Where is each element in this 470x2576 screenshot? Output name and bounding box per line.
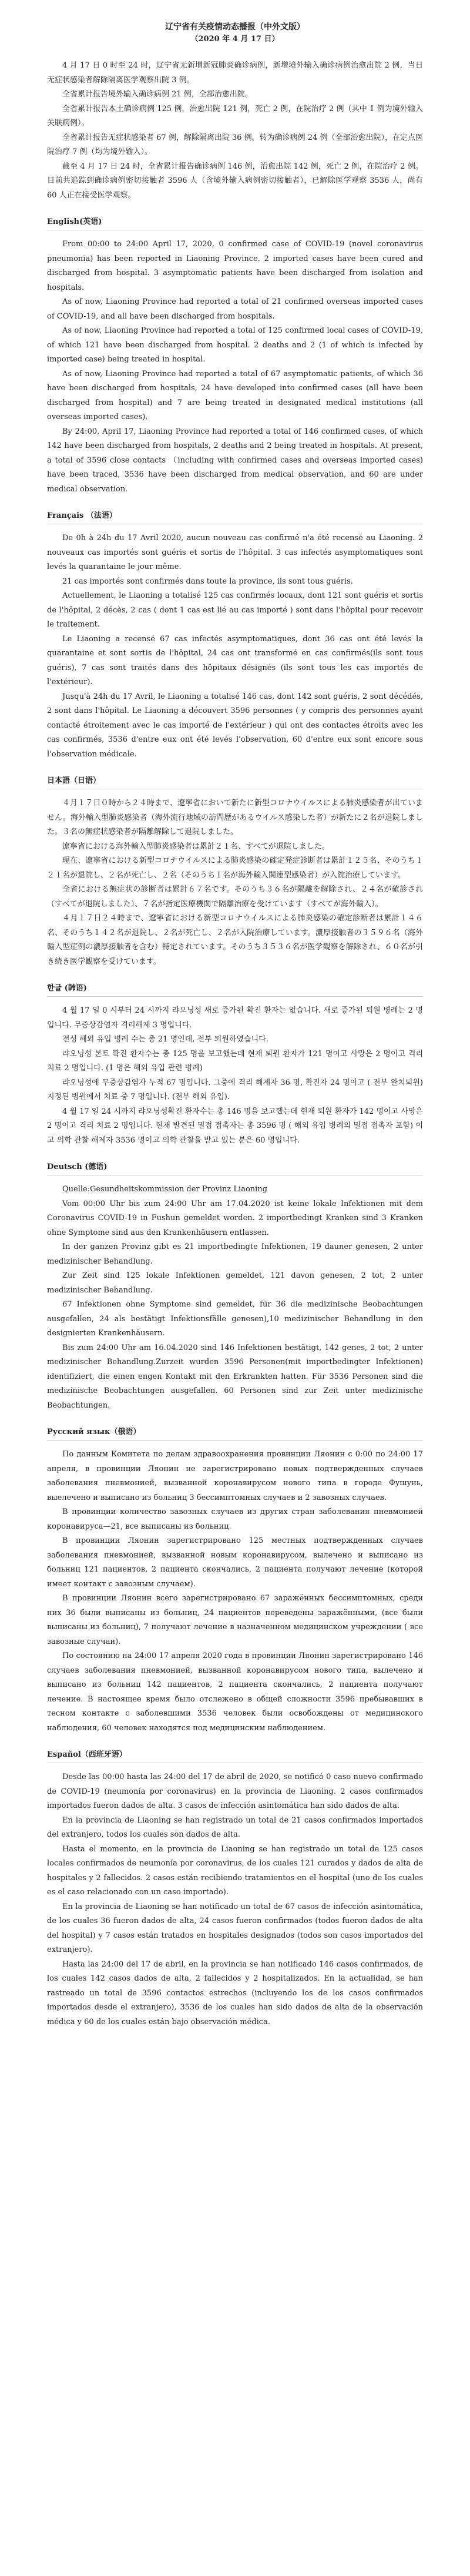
paragraph: 4 月 17 日 0 时至 24 时，辽宁省无新增新冠肺炎确诊病例，新增境外输入确诊病例治愈出院 2 例，当日无症状感染者解除隔离医学观察出院 3 例。 bbox=[47, 61, 423, 85]
paragraph: 遼寧省における海外輸入型肺炎感染者は累計２１名、すべてが退院しました。 bbox=[62, 842, 330, 851]
section-heading: 한글 (韩语) bbox=[47, 984, 87, 993]
language-section bbox=[47, 983, 423, 1148]
paragraph: 現在、遼寧省における新型コロナウイルスによる肺炎感染の確定発症診断者は累計１２５名、そのうち１２１名が退院し、２名が死亡し、２名（そのうち１名が海外輸入関連型感染者）が入院治療しています。 bbox=[47, 856, 423, 880]
document-date: （2020 年 4 月 17 日） bbox=[190, 35, 280, 43]
paragraph: Quelle:Gesundheitskommission der Provinz Liaoning bbox=[62, 1185, 267, 1194]
paragraph: Le Liaoning a recensé 67 cas infectés asymptomatiques, dont 36 cas ont été levés la quarantaine et sont sortis de l'hôpital, 24 cas ont transformé en cas confirmés(ils sont tous guéris), 7 cas sont traités dans des hôpitaux désignés (ils sont tous les cas importés de l'extérieur). bbox=[47, 634, 423, 686]
paragraph: Hasta las 24:00 del 17 de abril, en la provincia se han notificado 146 casos confirmados, de los cuales 142 casos dados de alta, 2 fallecidos y 2 hospitalizados. En la actualidad, se han rastreado un total de 3596 contactos estrechos (incluyendo los de los casos confirmados importados desde el extranjero), 3536 de los cuales han sido dados de alta de la observación médica y 60 de los cuales están bajo observación médica. bbox=[47, 1959, 423, 2026]
paragraph: En la provincia de Liaoning se han registrado un total de 21 casos confirmados importados del extranjero, todos los cuales son dados de alta. bbox=[47, 1815, 423, 1839]
section-heading: 日本語（日语） bbox=[47, 776, 101, 785]
paragraph: As of now, Liaoning Province had reported a total of 125 confirmed local cases of COVID-19, of which 121 have been discharged from hospital. 2 deaths and 2 (1 of which is infected by imported case) being treated in hospital. bbox=[47, 326, 423, 364]
paragraph: As of now, Liaoning Province had reported a total of 67 asymptomatic patients, of which 36 have been discharged from hospitals, 24 have developed into confirmed cases (all have been discharged from hospital) and 7 are being treated in designated medical institutions (all overseas imported cases). bbox=[47, 369, 423, 421]
paragraph: ４月１７日０時から２４時まで、遼寧省において新たに新型コロナウイルスによる肺炎感染者が出ていません。海外輸入型肺炎感染者（海外流行地域の訪問歴があるウイルス感染した者）が新たに２名が退院しました。３名の無症状感染者が隔離解除して退院しました。 bbox=[47, 799, 423, 836]
paragraph: Vom 00:00 Uhr bis zum 24:00 Uhr am 17.04.2020 ist keine lokale Infektionen mit dem Coronavirus COVID-19 in Fushun gemeldet worden. 2 importbedingt Kranken sind 3 Kranken ohne Symptome sind aus den Krankenhäusern entlassen. bbox=[47, 1199, 423, 1237]
sections-container bbox=[47, 59, 423, 2029]
paragraph: 截至 4 月 17 日 24 时，全省累计报告确诊病例 146 例，治愈出院 142 例，死亡 2 例，在院治疗 2 例。目前共追踪到确诊病例密切接触者 3596 人（含境外输入病例密切接触者），已解除医学观察 3536 人，尚有 60 人正在接受医学观察。 bbox=[47, 162, 423, 200]
paragraph: ４月１７日２４時まで、遼寧省における新型コロナウイルスによる肺炎感染の確定診断者は累計１４６名、そのうち１４２名が退院し、２名が死亡し、２名が入院治療しています。濃厚接触者の３５９６名（海外輸入型症例の濃厚接触者を含む）特定されています。そのうち３５３６名が医学観察を解除され、６０名が引き続き医学観察を受けています。 bbox=[47, 914, 423, 966]
paragraph: В провинции Ляонин зарегистрировано 125 местных подтвержденных случаев заболевания пневмонией, вызванной новым коронавирусом, вылечено и выписано из больниц 121 пациентов, 2 пациента скончались, 2 пациента получают лечение (которой имеет контакт с завозным случаем). bbox=[47, 1536, 423, 1589]
paragraph: По состоянию на 24:00 17 апреля 2020 года в провинции Ляонин зарегистрировано 146 случаев заболевания пневмонией, вызванной коронавирусом нового типа, вылечено и выписано из больниц 142 пациентов, 2 пациента скончались, 2 пациента получают лечение. В настоящее время было отслежено в общей сложности 3596 пребывавших в тесном контакте с заболевшими 3536 человек были освобождены от медицинского наблюдения, 60 человек находятся под медицинским наблюдением. bbox=[47, 1652, 423, 1733]
section-heading: Español（西班牙语） bbox=[47, 1750, 127, 1759]
paragraph: En la provincia de Liaoning se han notificado un total de 67 casos de infección asintomática, de los cuales 36 fueron dados de alta, 24 casos fueron confirmados (todos fueron dados de alta del hospital) y 7 casos están tratados en hospitales designados (todos son casos importados del extranjero). bbox=[47, 1902, 423, 1954]
paragraph: 랴오닝성에 무증상감염자 누적 67 명입니다. 그중에 격리 해제자 36 명, 확진자 24 명이고 ( 전부 완치퇴원) 지정된 병원에서 치료 중 7 명입니다. (전부 해외 유입). bbox=[47, 1078, 423, 1101]
section-heading: English(英语) bbox=[47, 217, 102, 226]
language-section bbox=[47, 1750, 423, 2029]
paragraph: В провинции Ляонин всего зарегистрировано 67 заражённых бессимптомных, среди них 36 были выписаны из больниц, 24 пациентов переведены заражёнными, (все были выписаны из больниц), 7 получают лечение в назначенном медицинском учреждении ( все завозные случаи). bbox=[47, 1594, 423, 1646]
paragraph: В провинции количество завозных случаев из других стран заболевания пневмонией коронавируса—21, все выписаны из больниц. bbox=[47, 1508, 423, 1531]
paragraph: From 00:00 to 24:00 April 17, 2020, 0 confirmed case of COVID-19 (novel coronavirus pneumonia) has been reported in Liaoning Province. 2 imported cases have been cured and discharged from hospital. 3 asymptomatic patients have been discharged from isolation and hospitals. bbox=[47, 240, 423, 292]
paragraph: 4 월 17 일 0 시부터 24 시까지 랴오닝성 새로 증가된 확진 환자는 없습니다. 새로 증가된 퇴원 병례는 2 명입니다. 무증상감염자 격리해제 3 명입니다. bbox=[47, 1006, 423, 1030]
paragraph: Jusqu'à 24h du 17 Avril, le Liaoning a totalisé 146 cas, dont 142 sont guéris, 2 sont décédés, 2 sont dans l'hôpital. Le Liaoning a découvert 3596 personnes ( y compris des personnes ayant contacté étroitement avec le cas importé de l'extérieur ) qui ont des contactes étroits avec les cas confirmés, 3536 d'entre eux ont été levés l'observation, 60 d'entre eux sont encore sous l'observation médicale. bbox=[47, 692, 423, 759]
paragraph: As of now, Liaoning Province had reported a total of 21 confirmed overseas imported cases of COVID-19, and all have been discharged from hospitals. bbox=[47, 297, 423, 321]
paragraph: 4 월 17 일 24 시까지 랴오닝성확진 환자수는 총 146 명을 보고했는데 현재 퇴원 환자가 142 명이고 사망은 2 명이고 격리 치료 2 명입니다. 현재 발견된 밀접 접촉자는 총 3596 명 ( 해외 유입 병례의 밀접 접촉자 포함) 이고 의학 관찰 해제자 3536 명이고 의학 관찰을 받고 있는 분은 60 명입니다. bbox=[47, 1107, 423, 1145]
section-divider bbox=[47, 1440, 423, 1441]
paragraph: Hasta el momento, en la provincia de Liaoning se han registrado un total de 125 casos locales confirmados de neumonía por coronavirus, de los cuales 121 curados y dados de alta de hospitales y 2 fallecidos. 2 casos están recibiendo tratamientos en el hospital (uno de los cuales es el caso relacionado con un caso importado). bbox=[47, 1844, 423, 1897]
paragraph: In der ganzen Provinz gibt es 21 importbedingte Infektionen, 19 dauner genesen, 2 unter medizinischer Behandlung. bbox=[47, 1242, 423, 1266]
language-section bbox=[47, 59, 423, 203]
paragraph: 全省累计报告境外输入确诊病例 21 例，全部治愈出院。 bbox=[62, 90, 253, 99]
section-divider bbox=[47, 996, 423, 997]
language-section bbox=[47, 217, 423, 497]
section-heading: Deutsch (德语) bbox=[47, 1163, 108, 1171]
paragraph: De 0h à 24h du 17 Avril 2020, aucun nouveau cas confirmé n'a été recensé au Liaoning. 2 nouveaux cas importés sont guéris et sortis de l'hôpital. 3 cas infectés asymptomatiques sont levés la quarantaine le jour même. bbox=[47, 534, 423, 571]
paragraph: Desde las 00:00 hasta las 24:00 del 17 de abril de 2020, se notificó 0 caso nuevo confirmado de COVID-19 (neumonía por coronavirus) en la provincia de Liaoning. 2 casos confirmados importados fueron dados de alta. 3 casos de infección asintomática han sido dados de alta. bbox=[47, 1773, 423, 1810]
document-title: 辽宁省有关疫情动态播报（中外文版） bbox=[165, 22, 305, 32]
paragraph: 全省累计报告本土确诊病例 125 例，治愈出院 121 例，死亡 2 例，在院治疗 2 例（其中 1 例为境外输入关联病例）。 bbox=[47, 104, 423, 128]
paragraph: 全省における無症状の診断者は累計６７名です。そのうち３６名が隔離を解除され、２４名が確診され（すべてが退院しました）、７名が指定医療機関で隔離治療を受けています（すべてが海外輸入）。 bbox=[47, 885, 423, 909]
paragraph: Zur Zeit sind 125 lokale Infektionen gemeldet, 121 davon genesen, 2 tot, 2 unter medizinischer Behandlung. bbox=[47, 1271, 423, 1295]
paragraph: By 24:00, April 17, Liaoning Province had reported a total of 146 confirmed cases, of which 142 have been discharged from hospitals, 2 deaths and 2 being treated in hospitals. At present, a total of 3596 close contacts （including with confirmed cases and overseas imported cases) have been traced, 3536 have been discharged from medical observation, and 60 are under medical observation. bbox=[47, 427, 423, 494]
paragraph: 全省累计报告无症状感染者 67 例，解除隔离出院 36 例，转为确诊病例 24 例（全部治愈出院），在定点医院治疗 7 例（均为境外输入）。 bbox=[47, 133, 423, 156]
paragraph: По данным Комитета по делам здравоохранения провинции Ляонин с 0:00 по 24:00 17 апреля, в провинции Ляонин не зарегистрировано новых подтвержденных случаев заболевания пневмонией, вызванной коронавирусом нового типа в городе Фушунь, выелечено и выписано из больниц 3 бессимптомных случаев и 2 завозных случаев. bbox=[47, 1450, 423, 1502]
paragraph: Actuellement, le Liaoning a totalisé 125 cas confirmés locaux, dont 121 sont guéris et sortis de l'hôpital, 2 décès, 2 cas ( dont 1 cas est lié au cas importé ) sont dans l'hôpital pour recevoir le traitement. bbox=[47, 591, 423, 629]
section-heading: Français （法语） bbox=[47, 511, 117, 520]
paragraph: 21 cas importés sont confirmés dans toute la province, ils sont tous guéris. bbox=[62, 577, 353, 586]
paragraph: 67 Infektionen ohne Symptome sind gemeldet, für 36 die medizinische Beobachtungen ausgefallen, 24 als bestätigt Infektionsfälle genesen),10 medizinischer Behandlung in den designierten Krankenhäusern. bbox=[47, 1300, 423, 1338]
language-section bbox=[47, 1162, 423, 1413]
section-heading: Русский язык（俄语） bbox=[47, 1428, 141, 1436]
paragraph: 전성 해외 유입 병례 수는 총 21 명인데, 전부 퇴원하였습니다. bbox=[62, 1035, 268, 1044]
language-section bbox=[47, 511, 423, 762]
language-section bbox=[47, 1427, 423, 1736]
language-section bbox=[47, 776, 423, 969]
paragraph: Bis zum 24:00 Uhr am 16.04.2020 sind 146 Infektionen bestätigt, 142 genes, 2 tot, 2 unter medizinischer Behandlung.Zurzeit wurden 3596 Personen(mit importbedingter Infektionen) identifiziert, die einen engen Kontakt mit den Erkrankten hatten. Für 3536 Personen sind die medizinische Beobachtungen ausgefallen. 60 Personen sind zur Zeit unter medizinische Beobachtungen. bbox=[47, 1343, 423, 1410]
paragraph: 랴오닝성 본토 확진 환자수는 총 125 명을 보고했는데 현재 퇴원 환자가 121 명이고 사망은 2 명이고 격리 치료 2 명입니다. (1 명은 해외 유입 관련 병례) bbox=[47, 1049, 423, 1073]
